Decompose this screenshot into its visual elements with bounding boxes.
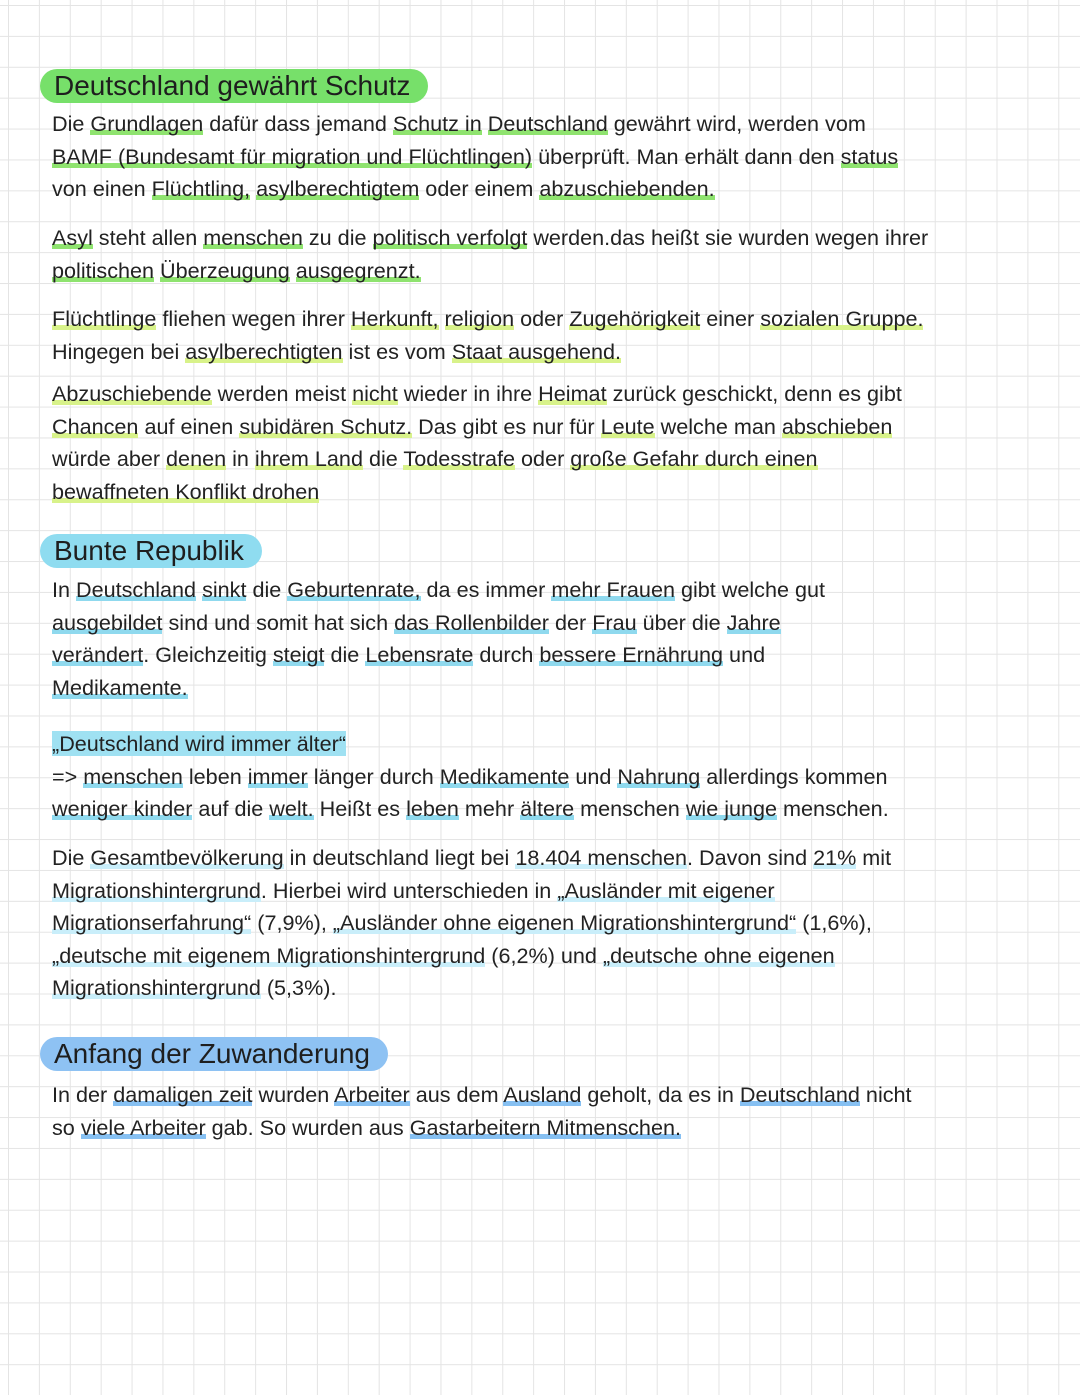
text-run: (6,2%) und xyxy=(485,942,603,968)
text-run: über die xyxy=(636,609,727,635)
highlighted-phrase: Gastarbeitern Mitmenschen. xyxy=(409,1114,681,1140)
text-run xyxy=(482,111,488,136)
highlighted-phrase: Flüchtling, xyxy=(151,176,251,202)
text-run: so xyxy=(52,1114,81,1140)
text-line xyxy=(52,842,1052,875)
text-run: auf die xyxy=(192,796,270,822)
text-line xyxy=(52,173,1052,206)
text-run: in deutschland liegt bei xyxy=(283,845,516,870)
text-run: . Davon sind xyxy=(687,845,814,870)
text-line xyxy=(52,875,1052,908)
text-run: werden.das heißt sie wurden wegen ihrer xyxy=(527,225,929,250)
highlighted-phrase: damaligen zeit xyxy=(113,1082,253,1107)
text-run: allerdings kommen xyxy=(700,763,888,789)
text-line xyxy=(52,728,1052,761)
highlighted-phrase: Frau xyxy=(592,609,637,635)
highlighted-phrase: Flüchtlinge xyxy=(52,306,157,331)
highlighted-phrase: „Ausländer mit eigener xyxy=(557,877,775,903)
highlighted-phrase: Migrationshintergrund xyxy=(52,975,261,1001)
text-run: wieder in ihre xyxy=(397,381,539,406)
text-line xyxy=(52,476,1052,509)
text-run xyxy=(439,306,445,331)
text-run: zu die xyxy=(302,225,373,250)
text-line xyxy=(52,443,1052,476)
text-run: . Gleichzeitig xyxy=(143,642,273,668)
paragraph-asyl xyxy=(52,222,1052,287)
text-line xyxy=(52,108,1052,141)
highlighted-phrase: 18.404 menschen xyxy=(515,845,688,870)
highlighted-phrase: verändert xyxy=(52,642,144,668)
text-run: würde aber xyxy=(52,446,167,472)
text-run: die xyxy=(362,446,404,472)
highlighted-phrase: mehr Frauen xyxy=(551,577,675,602)
highlighted-phrase: religion xyxy=(444,306,515,331)
highlighted-phrase: Migrationserfahrung“ xyxy=(52,910,252,936)
highlighted-phrase: große Gefahr durch einen xyxy=(570,446,818,472)
highlighted-phrase: steigt xyxy=(272,642,325,668)
highlighted-phrase: immer xyxy=(247,763,308,789)
text-run: der xyxy=(548,609,593,635)
highlighted-phrase: subidären Schutz. xyxy=(239,413,413,439)
text-line xyxy=(52,607,1052,640)
highlighted-phrase: Chancen xyxy=(52,413,139,439)
text-run: werden meist xyxy=(211,381,353,406)
text-run: In xyxy=(52,577,77,602)
text-run: mit xyxy=(856,845,892,870)
text-run: in xyxy=(226,446,255,472)
text-run: die xyxy=(246,577,288,602)
highlighted-phrase: politischen xyxy=(52,257,155,283)
text-run: überprüft. Man erhält dann den xyxy=(532,143,841,169)
highlighted-phrase: status xyxy=(840,143,899,169)
text-run: sind und somit hat sich xyxy=(162,609,395,635)
text-run: nicht xyxy=(859,1082,912,1107)
text-run: geholt, da es in xyxy=(581,1082,740,1107)
highlighted-phrase: 21% xyxy=(813,845,857,870)
highlighted-phrase: bessere Ernährung xyxy=(539,642,724,668)
paragraph-gesamtbevoelkerung xyxy=(52,842,1052,1005)
highlighted-phrase: Todesstrafe xyxy=(403,446,516,472)
text-line xyxy=(52,672,1052,705)
text-run: Die xyxy=(52,111,91,136)
text-run: von einen xyxy=(52,176,152,202)
heading-text: Bunte Republik xyxy=(54,535,244,566)
text-run: aus dem xyxy=(409,1082,504,1107)
highlighted-phrase: abschieben xyxy=(781,413,893,439)
highlighted-phrase: asylberechtigten xyxy=(185,338,343,364)
highlighted-phrase: sozialen Gruppe. xyxy=(760,306,924,331)
paragraph-abzuschiebende xyxy=(52,378,1052,508)
text-run: oder xyxy=(515,446,571,472)
paragraph-grundlagen xyxy=(52,108,1052,206)
text-run: (1,6%), xyxy=(796,910,872,936)
text-run: dafür dass jemand xyxy=(203,111,393,136)
highlighted-phrase: „deutsche ohne eigenen xyxy=(602,942,835,968)
highlighted-phrase: Staat ausgehend. xyxy=(451,338,622,364)
highlighted-phrase: Medikamente xyxy=(439,763,570,789)
text-line xyxy=(52,336,1052,369)
text-run: auf einen xyxy=(138,413,240,439)
text-line xyxy=(52,972,1052,1005)
highlighted-phrase: Nahrung xyxy=(617,763,701,789)
highlighted-phrase: Ausland xyxy=(503,1082,582,1107)
highlighted-phrase: Zugehörigkeit xyxy=(569,306,701,331)
highlighted-phrase: menschen xyxy=(203,225,303,250)
text-line xyxy=(52,940,1052,973)
text-run: oder einem xyxy=(419,176,540,202)
highlighted-phrase: leben xyxy=(406,796,459,822)
text-run: durch xyxy=(473,642,540,668)
text-line xyxy=(52,141,1052,174)
text-run: menschen xyxy=(574,796,686,822)
highlighted-phrase: politisch verfolgt xyxy=(372,225,528,250)
highlighted-phrase: sinkt xyxy=(202,577,247,602)
text-run: Die xyxy=(52,845,91,870)
text-run: steht allen xyxy=(92,225,204,250)
highlighted-phrase: Leute xyxy=(600,413,655,439)
highlighted-phrase: denen xyxy=(166,446,227,472)
highlighted-phrase: Grundlagen xyxy=(90,111,204,136)
paragraph-fluechtlinge xyxy=(52,303,1052,368)
text-run: gewährt wird, werden vom xyxy=(607,111,866,136)
text-line xyxy=(52,793,1052,826)
text-line xyxy=(52,255,1052,288)
text-run: länger durch xyxy=(307,763,440,789)
section-heading-schutz xyxy=(40,69,428,103)
text-run: gab. So wurden aus xyxy=(205,1114,410,1140)
paragraph-geburtenrate xyxy=(52,574,1052,704)
highlighted-phrase: Migrationshintergrund xyxy=(52,877,261,903)
text-line xyxy=(52,1112,1052,1145)
text-run xyxy=(290,258,296,283)
highlighted-phrase: Schutz in xyxy=(392,111,482,136)
highlighted-phrase: Abzuschiebende xyxy=(52,381,212,406)
highlighted-phrase: nicht xyxy=(352,381,398,406)
highlighted-phrase: „Ausländer ohne eigenen Migrationshintergrund“ xyxy=(332,910,797,936)
highlighted-phrase: BAMF (Bundesamt für migration und Flüchtlingen) xyxy=(52,143,533,169)
text-run: => xyxy=(52,763,84,789)
highlighted-phrase: viele Arbeiter xyxy=(80,1114,206,1140)
highlighted-phrase: wie junge xyxy=(685,796,778,822)
highlighted-phrase: Deutschland xyxy=(739,1082,860,1107)
text-run: . Hierbei wird unterschieden in xyxy=(260,877,558,903)
highlighted-phrase: ihrem Land xyxy=(254,446,363,472)
text-run: und xyxy=(569,763,618,789)
text-line xyxy=(52,378,1052,411)
text-run: gibt welche gut xyxy=(674,577,826,602)
text-run: welche man xyxy=(654,413,782,439)
text-run: Heißt es xyxy=(313,796,407,822)
highlighted-phrase: Geburtenrate, xyxy=(287,577,421,602)
text-run: mehr xyxy=(458,796,521,822)
highlighted-phrase: Asyl xyxy=(52,225,93,250)
highlighted-phrase: weniger kinder xyxy=(52,796,193,822)
text-run: da es immer xyxy=(420,577,552,602)
text-run: (5,3%). xyxy=(260,975,337,1001)
text-line xyxy=(52,574,1052,607)
text-run: Das gibt es nur für xyxy=(412,413,601,439)
highlighted-phrase: Herkunft, xyxy=(350,306,439,331)
highlighted-phrase: „deutsche mit eigenem Migrationshintergrund xyxy=(52,942,486,968)
text-run: die xyxy=(324,642,366,668)
text-run: wurden xyxy=(252,1082,335,1107)
heading-text: Deutschland gewährt Schutz xyxy=(54,70,411,101)
highlighted-phrase: Arbeiter xyxy=(334,1082,410,1107)
highlighted-phrase: ausgebildet xyxy=(52,609,163,635)
text-run: fliehen wegen ihrer xyxy=(156,306,351,331)
highlighted-phrase: Lebensrate xyxy=(365,642,474,668)
highlighted-phrase: ausgegrenzt. xyxy=(295,257,421,283)
section-heading-bunte-republik xyxy=(40,534,262,568)
text-run: (7,9%), xyxy=(251,910,333,936)
text-line xyxy=(52,303,1052,336)
text-line xyxy=(52,222,1052,255)
highlighted-phrase: abzuschiebenden. xyxy=(539,176,715,202)
paragraph-aelter xyxy=(52,728,1052,826)
highlighted-phrase: „Deutschland wird immer älter“ xyxy=(52,731,346,756)
text-run: leben xyxy=(182,763,248,789)
text-run: zurück geschickt, denn es gibt xyxy=(606,381,902,406)
highlighted-phrase: asylberechtigtem xyxy=(256,176,420,202)
text-run: einer xyxy=(700,306,761,331)
heading-text: Anfang der Zuwanderung xyxy=(54,1038,370,1069)
section-heading-zuwanderung xyxy=(40,1037,388,1071)
highlighted-phrase: Jahre xyxy=(726,609,781,635)
text-line xyxy=(52,411,1052,444)
paragraph-arbeiter xyxy=(52,1079,1052,1144)
highlighted-phrase: Deutschland xyxy=(487,111,608,136)
highlighted-phrase: das Rollenbilder xyxy=(394,609,549,635)
text-line xyxy=(52,1079,1052,1112)
highlighted-phrase: Gesamtbevölkerung xyxy=(90,845,284,870)
text-run: oder xyxy=(514,306,570,331)
text-line xyxy=(52,907,1052,940)
text-run: ist es vom xyxy=(342,338,452,364)
text-run: und xyxy=(723,642,766,668)
text-run: Hingegen bei xyxy=(52,338,186,364)
text-run: menschen. xyxy=(777,796,889,822)
highlighted-phrase: menschen xyxy=(83,763,183,789)
highlighted-phrase: ältere xyxy=(520,796,575,822)
text-run: In der xyxy=(52,1082,114,1107)
highlighted-phrase: Überzeugung xyxy=(160,257,290,283)
highlighted-phrase: welt. xyxy=(269,796,314,822)
highlighted-phrase: bewaffneten Konflikt drohen xyxy=(52,478,320,504)
highlighted-phrase: Heimat xyxy=(538,381,607,406)
text-line xyxy=(52,639,1052,672)
highlighted-phrase: Deutschland xyxy=(76,577,197,602)
highlighted-phrase: Medikamente. xyxy=(52,674,188,700)
text-line xyxy=(52,761,1052,794)
